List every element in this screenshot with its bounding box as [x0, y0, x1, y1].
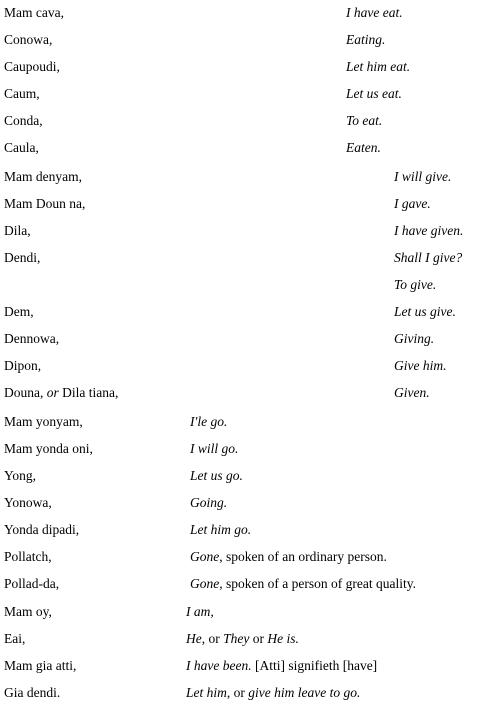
go-row — [0, 548, 479, 566]
translation-note: , spoken of a person of great quality. — [219, 576, 416, 591]
be-row — [0, 603, 479, 621]
translation — [186, 630, 299, 648]
native-word: Dila, — [4, 223, 31, 238]
translation — [186, 657, 377, 675]
translation — [190, 521, 251, 539]
native-word: Mam cava, — [4, 5, 64, 20]
translation-note: or — [249, 631, 268, 646]
translation — [190, 575, 416, 593]
native-word: Yonda dipadi, — [4, 522, 80, 537]
word-part: Dila tiana, — [58, 385, 119, 400]
native-word: Eai, — [4, 631, 26, 646]
native-word: Conowa, — [4, 32, 53, 47]
native-word: Caula, — [4, 140, 39, 155]
give-row — [0, 384, 479, 402]
native-word: Yonowa, — [4, 495, 52, 510]
be-row — [0, 684, 479, 702]
word-part: Douna, — [4, 385, 47, 400]
translation: Give him. — [394, 358, 447, 373]
native-word: Mam yonyam, — [4, 414, 83, 429]
give-row — [0, 330, 479, 348]
translation: Eating. — [346, 32, 386, 47]
give-row — [0, 168, 479, 186]
eat-row — [0, 4, 479, 22]
translation-italic: I will go. — [190, 441, 239, 456]
translation-italic: He — [186, 631, 202, 646]
translation-italic: They — [223, 631, 250, 646]
translation: I gave. — [394, 196, 431, 211]
translation — [186, 684, 360, 702]
give-row — [0, 276, 479, 294]
translation — [190, 440, 238, 458]
translation-note: , spoken of an ordinary person. — [219, 549, 387, 564]
native-word: Mam oy, — [4, 604, 52, 619]
go-row — [0, 521, 479, 539]
native-word: Caum, — [4, 86, 40, 101]
translation-italic: Let him go. — [190, 522, 252, 537]
translation-note: , or — [201, 631, 224, 646]
give-row — [0, 249, 479, 267]
translation-italic: give him leave to go. — [248, 685, 361, 700]
go-row — [0, 467, 479, 485]
translation: I have eat. — [346, 5, 403, 20]
conjunction-or: or — [46, 385, 59, 400]
translation — [190, 413, 227, 431]
give-row — [0, 303, 479, 321]
translation — [190, 467, 243, 485]
translation-italic: He is. — [267, 631, 299, 646]
translation: Giving. — [394, 331, 435, 346]
translation: To give. — [394, 277, 437, 292]
go-row — [0, 440, 479, 458]
native-word: Pollatch, — [4, 549, 52, 564]
go-row — [0, 575, 479, 593]
native-word: Dipon, — [4, 358, 42, 373]
translation: Let us eat. — [346, 86, 402, 101]
eat-row — [0, 112, 479, 130]
translation-italic: Let him — [186, 685, 227, 700]
translation: Shall I give? — [394, 250, 463, 265]
native-word: Mam Doun na, — [4, 196, 86, 211]
native-word: Yong, — [4, 468, 37, 483]
translation: Let us give. — [394, 304, 456, 319]
native-word: Mam denyam, — [4, 169, 82, 184]
native-word: Mam yonda oni, — [4, 441, 93, 456]
native-word: Dennowa, — [4, 331, 60, 346]
native-word: Dendi, — [4, 250, 41, 265]
translation — [186, 603, 214, 621]
translation: Eaten. — [346, 140, 381, 155]
eat-row — [0, 31, 479, 49]
translation — [190, 548, 387, 566]
translation-note: [Atti] signifieth [have] — [251, 658, 378, 673]
be-row — [0, 630, 479, 648]
translation-italic: Gone — [190, 576, 220, 591]
eat-row — [0, 139, 479, 157]
give-row — [0, 222, 479, 240]
translation-italic: Let us go. — [190, 468, 243, 483]
translation-italic: I am, — [186, 604, 214, 619]
translation-italic: Going. — [190, 495, 228, 510]
be-row — [0, 657, 479, 675]
translation-italic: Gone — [190, 549, 220, 564]
native-word: Dem, — [4, 304, 34, 319]
native-word: Mam gia atti, — [4, 658, 77, 673]
go-row — [0, 494, 479, 512]
translation-italic: I have been. — [186, 658, 252, 673]
native-word: Pollad-da, — [4, 576, 60, 591]
give-row — [0, 195, 479, 213]
give-row — [0, 357, 479, 375]
translation — [190, 494, 227, 512]
native-word: Gia dendi. — [4, 685, 61, 700]
go-row — [0, 413, 479, 431]
translation: I will give. — [394, 169, 452, 184]
native-word — [4, 384, 118, 402]
translation: To eat. — [346, 113, 383, 128]
eat-row — [0, 85, 479, 103]
native-word: Conda, — [4, 113, 43, 128]
eat-row — [0, 58, 479, 76]
translation: I have given. — [394, 223, 464, 238]
translation: Let him eat. — [346, 59, 411, 74]
translation-italic: I'le go. — [190, 414, 228, 429]
translation-note: , or — [226, 685, 249, 700]
native-word: Caupoudi, — [4, 59, 60, 74]
translation: Given. — [394, 385, 430, 400]
